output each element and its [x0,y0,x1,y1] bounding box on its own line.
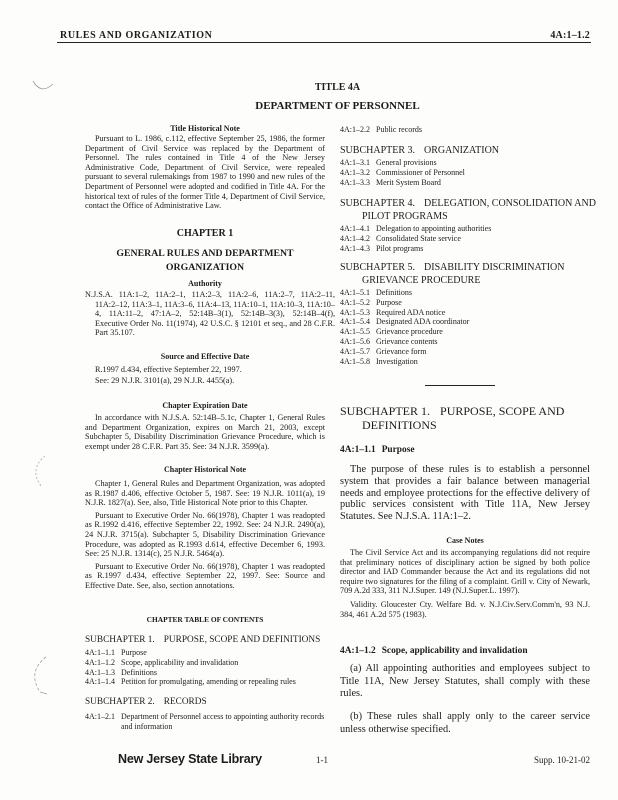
toc-entry [340,244,590,254]
expiration-note [85,413,325,451]
toc-entry-number: 4A:1–3.1 [340,158,370,167]
section-title: Purpose [381,445,415,455]
toc-entry-number: 4A:1–1.3 [85,667,115,677]
toc-entry-title: Pilot programs [376,243,424,253]
toc-entry [340,158,590,168]
section-1-1-text [340,464,590,523]
source-lines [85,365,325,386]
toc-entry-title: Public records [376,125,422,134]
source-line: R.1997 d.434, effective September 22, 1997. [95,365,242,374]
title-historical-note [85,134,325,211]
toc-entry [340,178,590,188]
toc-entry-title: Definitions [376,288,412,297]
section-1-2-heading [340,646,590,656]
toc-entry-title: Designated ADA coordinator [376,317,470,327]
toc-entry-number: 4A:1–4.2 [340,233,370,243]
toc-entry-number: 4A:1–5.8 [340,356,370,366]
toc-entry-number: 4A:1–3.3 [340,177,370,187]
section-paragraph: The purpose of these rules is to establish a personnel system that provides a fair balance between managerial needs and employee protections for the effective delivery of public services consistent with Title 11A, New Jersey Statutes. See N.J.S.A. 11A:1–2. [340,464,590,523]
authority-heading: Authority [188,279,222,288]
toc-entry-number: 4A:1–5.3 [340,307,370,317]
toc-entry-title: Delegation to appointing authorities [376,224,492,233]
toc-entry-number: 4A:1–1.1 [85,648,115,657]
toc-subchapter-3-heading [340,144,602,157]
toc-entry [85,648,325,658]
toc-entry-title: Grievance form [376,346,427,356]
toc-entry-number: 4A:1–5.1 [340,288,370,297]
section-1-1-heading [340,445,590,455]
toc-entry [340,168,590,178]
toc-entry-number: 4A:1–4.3 [340,243,370,253]
toc-entry [340,337,590,347]
toc-entry [340,308,590,318]
toc-entry-title: Grievance procedure [376,327,443,337]
case-notes-heading: Case Notes [446,536,484,545]
title-historical-note-heading: Title Historical Note [170,124,240,133]
toc-heading: CHAPTER TABLE OF CONTENTS [146,615,264,624]
toc-subchapter-label: SUBCHAPTER 5. [340,262,416,273]
toc-subchapter-2-entries [85,712,325,732]
expiration-heading: Chapter Expiration Date [162,401,248,410]
toc-subchapter-label: SUBCHAPTER 2. [85,697,155,707]
chapter-number: CHAPTER 1 [176,228,234,239]
case-note-paragraph: Validity. Gloucester Cty. Welfare Bd. v. N.J.Civ.Serv.Comm'n, 93 N.J. 384, 461 A.2d 575 (1983). [340,599,590,619]
toc-subchapter-label: SUBCHAPTER 1. [85,635,155,645]
toc-entry-title: Petition for promulgating, amending or repealing rules [121,677,296,687]
toc-entry-title: Commissioner of Personnel [376,167,465,177]
title-name: DEPARTMENT OF PERSONNEL [255,100,420,112]
chapter-note-paragraph: Chapter 1, General Rules and Department Organization, was adopted as R.1987 d.406, effective October 5, 1987. See: 19 N.J.R. 1011(a), 19 N.J.R. 1827(a). See, also, Title Historical Note prior to this Chapter. [85,479,325,508]
body-subchapter-heading [340,404,607,432]
toc-entry-number: 4A:1–2.2 [340,125,370,134]
scan-marks [0,0,80,800]
chapter-historical-note [85,479,325,591]
toc-entry [340,288,590,298]
toc-entry-title: Purpose [121,648,147,657]
running-header-title: RULES AND ORGANIZATION [60,30,213,41]
body-subchapter-label: SUBCHAPTER 1. [340,404,431,418]
toc-entry-title: Grievance contents [376,336,438,346]
toc-subchapter-5-heading [340,261,602,287]
authority-text: N.J.S.A. 11A:1–2, 11A:2–1, 11A:2–3, 11A:2–6, 11A:2–7, 11A:2–11, 11A:2–12, 11A:3–1, 11A:3–6, 11A:4–13, 11A:10–1, 11A:10–3, 11A:10–4, 11A:11–2, 47:1A–2, 52:14B–3(1), 52:14B–3(3), 52:14B–4(f), Executive Order No. 11(1974), 42 U.S.C. § 12101 et seq., and 28 C.F.R. Part 35.107. [85,290,335,338]
section-1-2-paragraph-a [340,663,590,701]
toc-entry-number: 4A:1–3.2 [340,167,370,177]
toc-entry-title: Required ADA notice [376,307,446,317]
chapter-historical-note-heading: Chapter Historical Note [163,465,247,474]
toc-subchapter-label: SUBCHAPTER 3. [340,145,416,156]
source-line: See: 29 N.J.R. 3101(a), 29 N.J.R. 4455(a). [95,375,235,385]
toc-entry-number: 4A:1–4.1 [340,224,370,233]
chapter-note-paragraph: Pursuant to Executive Order No. 66(1978), Chapter 1 was readopted as R.1997 d.434, effective September 22, 1997. See: Source and Effective Date. See, also, section annotations. [85,561,325,590]
toc-entry-number: 4A:1–5.7 [340,346,370,356]
toc-entry-number: 4A:1–1.4 [85,677,115,687]
body-subchapter-title: PURPOSE, SCOPE AND DEFINITIONS [362,404,565,432]
toc-subchapter-title: PURPOSE, SCOPE AND DEFINITIONS [163,635,321,645]
toc-entry [340,327,590,337]
scan-mark-top [33,81,53,89]
expiration-text: In accordance with N.J.S.A. 52:14B–5.1c, Chapter 1, General Rules and Department Organization, expires on March 21, 2003, except Subchapter 5, Disability Discrimination Grievance Procedure, which is exempt under 28 C.F.R. Part 35. See: 34 N.J.R. 3599(a). [85,413,325,451]
source-heading: Source and Effective Date [160,352,250,361]
case-note-paragraph: The Civil Service Act and its accompanying regulations did not require that preliminary notices of disciplinary action be signed by both police director and IAD Commander because the Act and its regulations did not require two signatures for the filing of a complaint. Grill v. City of Newark, 709 A.2d 333, 311 N.J.Super. 149 (N.J.Super.L. 1997). [340,548,590,596]
toc-entry-title: Merit System Board [376,177,441,187]
toc-entry [340,125,590,135]
toc-entry [340,317,590,327]
toc-entry [340,357,590,367]
toc-entry-title: Investigation [376,356,418,366]
toc-entry-number: 4A:1–5.4 [340,317,370,327]
toc-subchapter-2-entries-continued [340,125,590,135]
toc-entry-number: 4A:1–5.6 [340,336,370,346]
toc-entry-number: 4A:1–2.1 [85,712,115,721]
toc-subchapter-title: DELEGATION, CONSOLIDATION AND PILOT PROGRAMS [362,198,596,222]
toc-subchapter-4-heading [340,197,602,223]
toc-entry [85,658,325,668]
toc-entry-title: Department of Personnel access to appointing authority records and information [121,712,325,731]
section-title: Scope, applicability and invalidation [381,646,528,656]
footer-page-number: 1-1 [316,755,328,765]
toc-subchapter-1-entries [85,648,325,687]
toc-entry-number: 4A:1–1.2 [85,657,115,667]
section-number: 4A:1–1.2 [340,646,376,656]
toc-subchapter-4-entries [340,224,590,253]
toc-entry [340,298,590,308]
footer-supplement-date: Supp. 10-21-02 [534,755,590,765]
toc-subchapter-label: SUBCHAPTER 4. [340,198,416,209]
toc-subchapter-5-entries [340,288,590,366]
toc-entry [340,347,590,357]
toc-entry [340,234,590,244]
toc-subchapter-1-heading [85,634,325,647]
scan-mark-middle [36,456,45,486]
toc-entry [340,224,590,234]
title-number: TITLE 4A [314,82,361,93]
running-header-code: 4A:1–1.2 [550,30,590,41]
toc-entry-title: Definitions [121,667,157,677]
toc-entry-title: Purpose [376,297,402,307]
scan-mark-tick [40,692,47,694]
chapter-name: GENERAL RULES AND DEPARTMENT ORGANIZATION [116,248,294,273]
toc-entry-number: 4A:1–5.2 [340,297,370,307]
section-divider [425,385,495,386]
scan-mark-bottom [35,657,46,692]
toc-subchapter-3-entries [340,158,590,187]
case-notes [340,548,590,619]
toc-subchapter-2-heading [85,696,325,709]
toc-entry [85,712,325,732]
toc-entry [85,668,325,678]
toc-entry [85,677,325,687]
toc-entry-title: General provisions [376,158,437,167]
section-paragraph: (a) All appointing authorities and employees subject to Title 11A, New Jersey Statutes, shall comply with these rules. [340,663,590,699]
footer-library-name: New Jersey State Library [118,752,262,766]
chapter-note-paragraph: Pursuant to Executive Order No. 66(1978), Chapter 1 was readopted as R.1992 d.416, effective September 22, 1992. See: 24 N.J.R. 2490(a), 24 N.J.R. 3715(a). Subchapter 5, Disability Discrimination Grievance Procedure, was adopted as R.1993 d.614, effective December 6, 1993. See: 25 N.J.R. 1314(c), 25 N.J.R. 5464(a). [85,510,325,559]
section-paragraph: (b) These rules shall apply only to the career service unless otherwise specified. [340,711,590,735]
toc-entry-title: Consolidated State service [376,233,461,243]
toc-subchapter-title: ORGANIZATION [424,145,500,156]
title-historical-note-text: Pursuant to L. 1986, c.112, effective September 25, 1986, the former Department of Civil Service was replaced by the Department of Personnel. The rules contained in Title 4 of the New Jersey Administrative Code, Department of Civil Service, were repealed pursuant to several rulemakings from 1987 to 1990 and new rules of the Department of Personnel were adopted and codified in Title 4A. For the historical text of rules of the former Title 4, Department of Civil Service, contact the Office of Administrative Law. [85,134,325,211]
toc-subchapter-title: RECORDS [163,697,207,707]
section-1-2-paragraph-b [340,711,590,736]
toc-subchapter-title: DISABILITY DISCRIMINATION GRIEVANCE PROCEDURE [362,262,565,286]
toc-entry-title: Scope, applicability and invalidation [121,657,239,667]
toc-entry-number: 4A:1–5.5 [340,327,370,337]
section-number: 4A:1–1.1 [340,445,376,455]
header-rule [57,42,591,43]
